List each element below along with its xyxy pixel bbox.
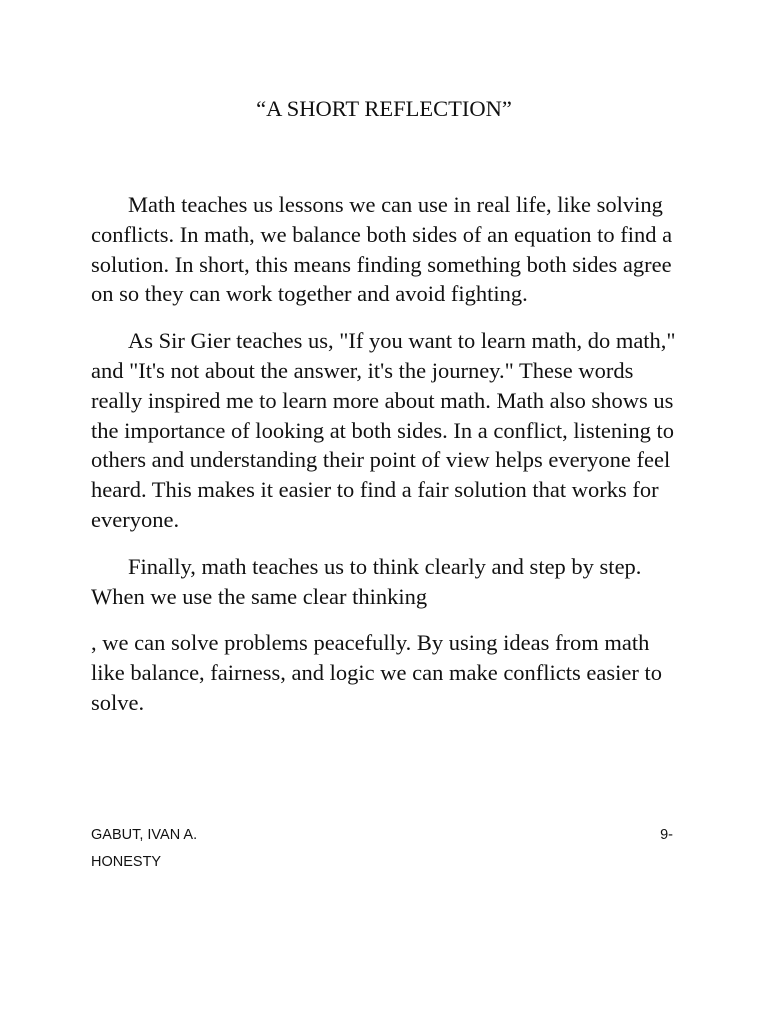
paragraph-4: , we can solve problems peacefully. By using ideas from math like balance, fairness, and logic we can make conflicts easier to solve. (91, 630, 663, 715)
section-name: HONESTY (91, 854, 162, 870)
paragraph-3: Finally, math teaches us to think clearly and step by step. When we use the same clear thinking (91, 553, 642, 609)
reflection-body (91, 190, 681, 735)
author-footer (91, 822, 673, 876)
paragraph-2: As Sir Gier teaches us, "If you want to learn math, do math," and "It's not about the answer, it's the journey." These words really inspired me to learn more about math. Math also shows us the importance of looking at both sides. In a conflict, listening to others and understanding their point of view helps everyone feel heard. This makes it easier to find a fair solution that works for everyone. (91, 328, 676, 532)
paragraph-1: Math teaches us lessons we can use in real life, like solving conflicts. In math, we balance both sides of an equation to find a solution. In short, this means finding something both sides agree on so they can work together and avoid fighting. (91, 192, 673, 307)
footer-row (91, 822, 673, 849)
author-name: GABUT, IVAN A. (91, 827, 198, 843)
grade-level: 9- (660, 827, 673, 843)
page-title: “A SHORT REFLECTION” (256, 96, 512, 121)
